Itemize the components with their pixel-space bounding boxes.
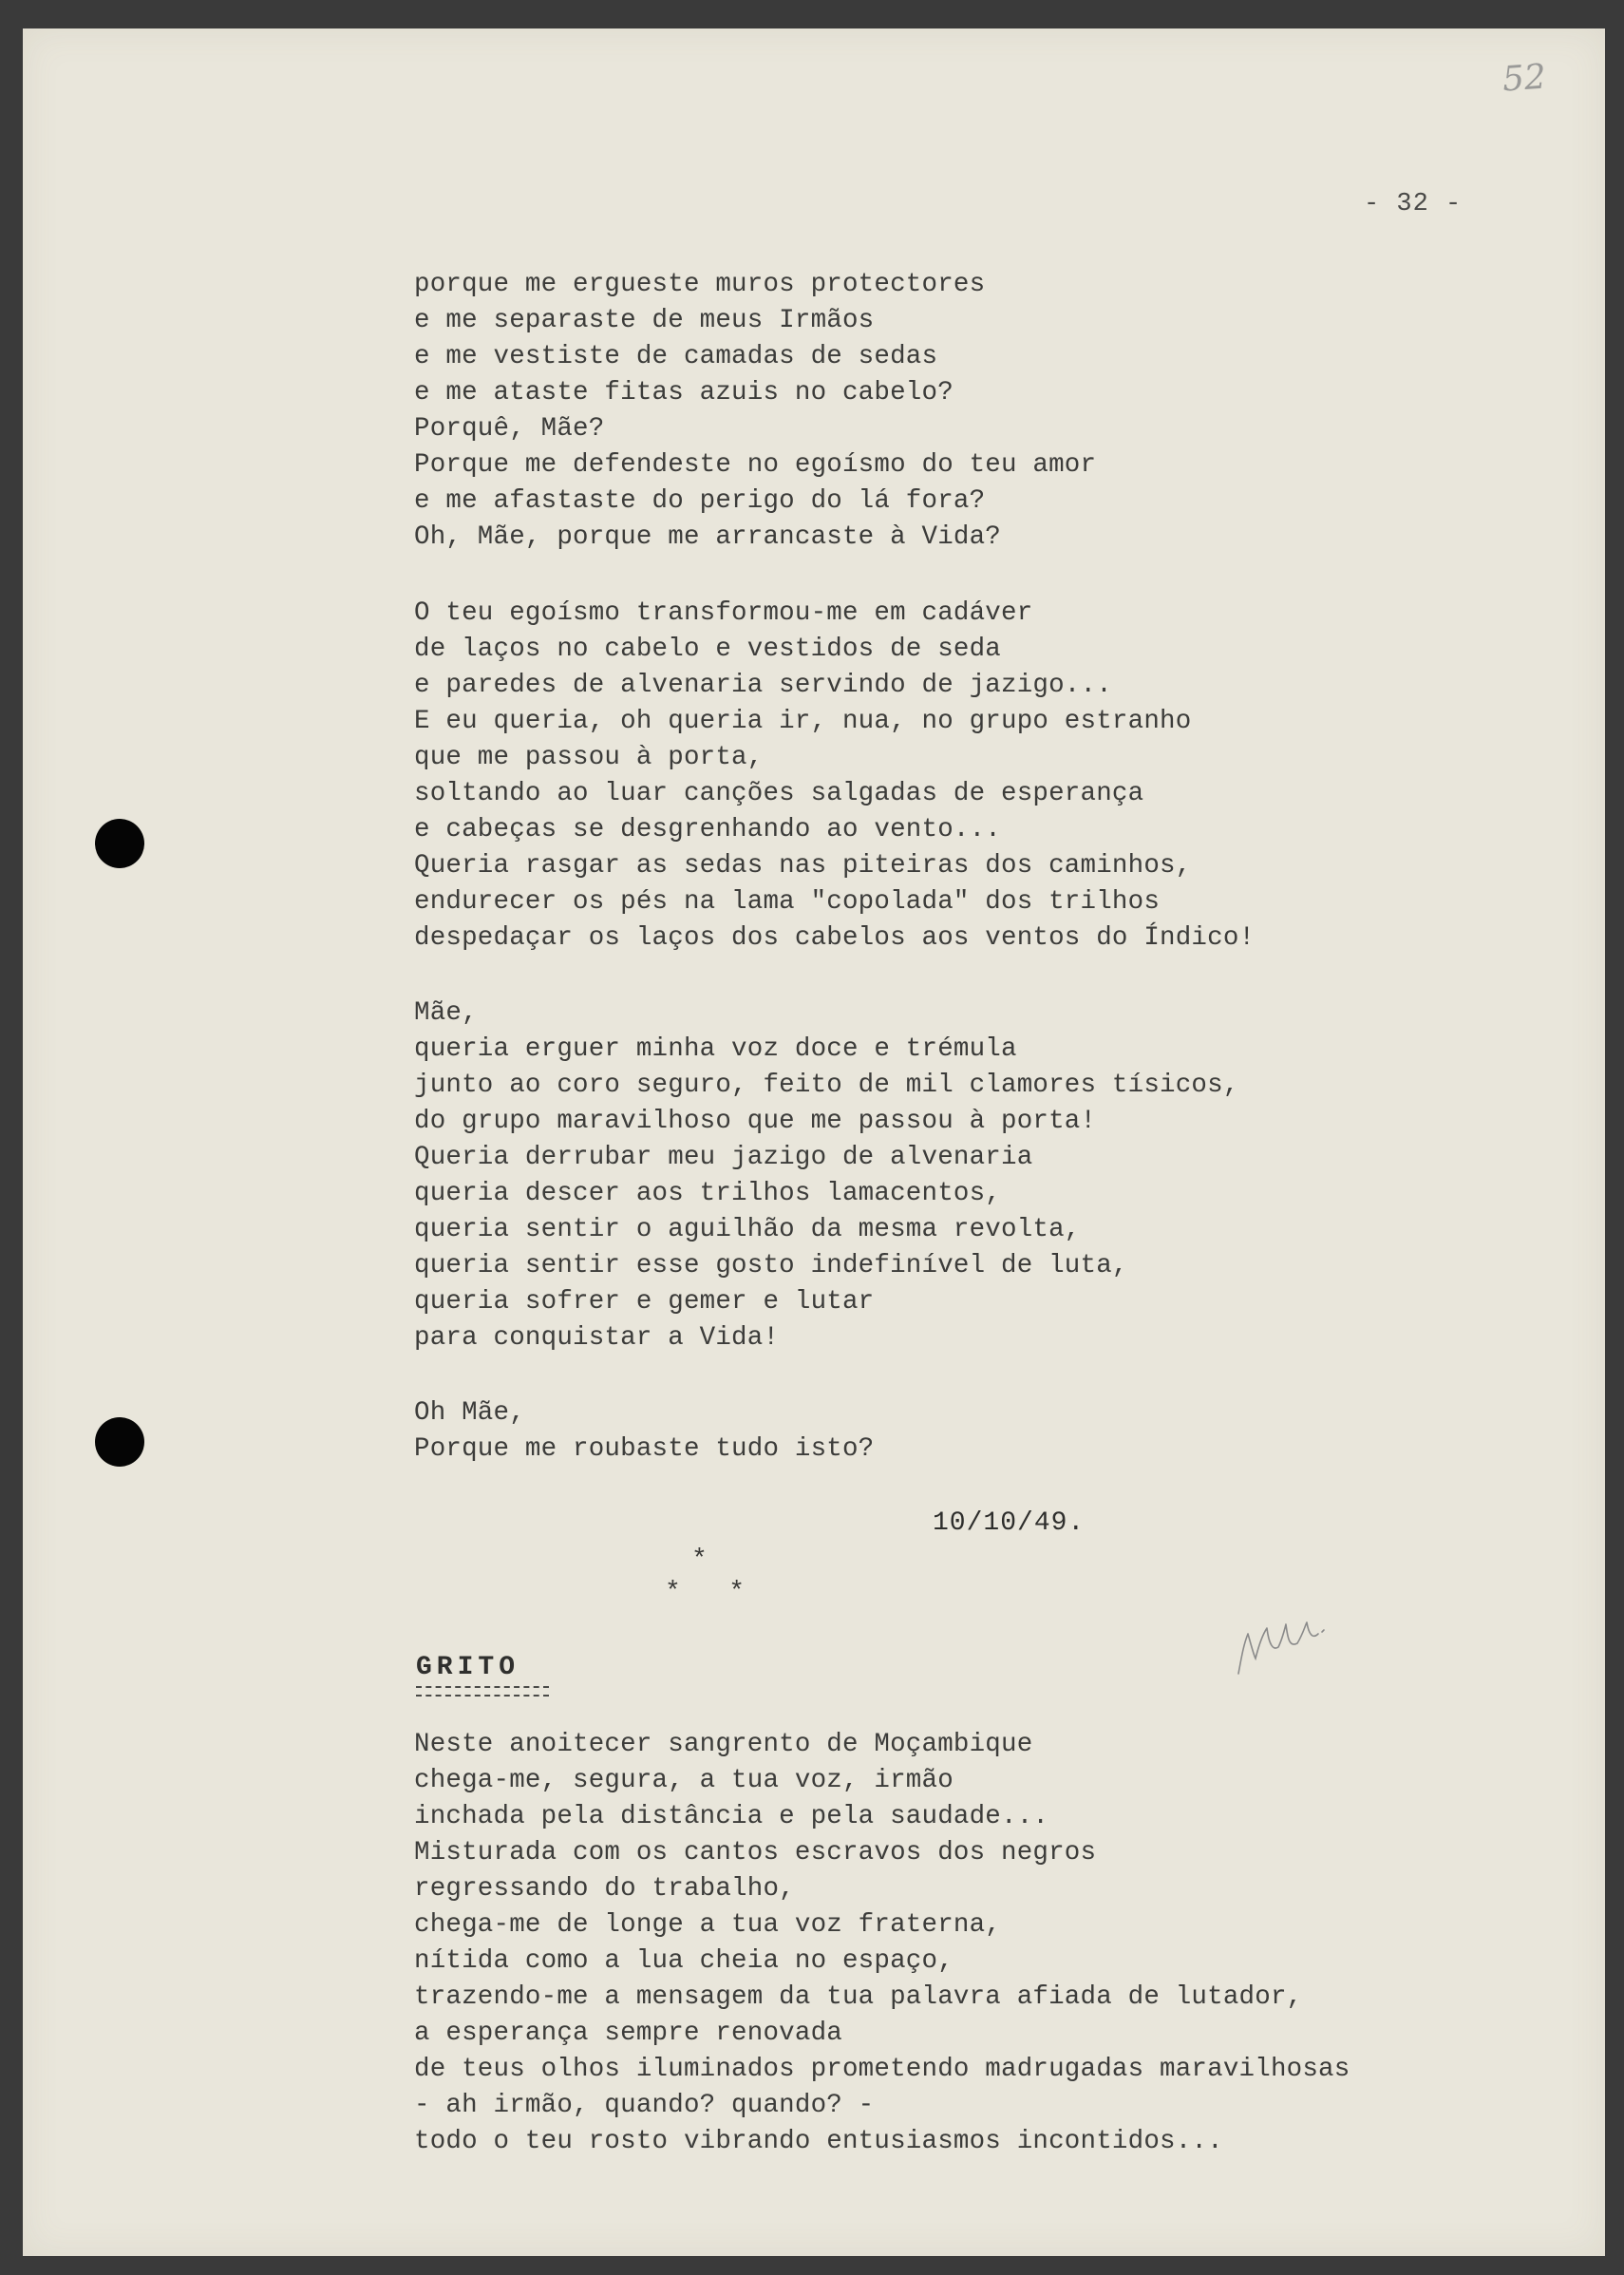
poem-line: queria descer aos trilhos lamacentos, [414, 1179, 1001, 1208]
title-double-underline [416, 1686, 549, 1697]
poem-line: queria sentir o aguilhão da mesma revolta, [414, 1215, 1081, 1244]
poem-line: queria sentir esse gosto indefinível de luta, [414, 1251, 1128, 1280]
poem-line: Misturada com os cantos escravos dos negros [414, 1838, 1097, 1867]
poem-line: O teu egoísmo transformou-me em cadáver [414, 598, 1033, 628]
poem-line: endurecer os pés na lama "copolada" dos trilhos [414, 887, 1161, 917]
poem-line: queria sofrer e gemer e lutar [414, 1287, 875, 1317]
poem-line: chega-me, segura, a tua voz, irmão [414, 1766, 954, 1795]
poem-line: e me ataste fitas azuis no cabelo? [414, 378, 954, 408]
poem-line: Oh Mãe, [414, 1398, 525, 1428]
poem-line: que me passou à porta, [414, 743, 764, 772]
poem-line: de teus olhos iluminados prometendo madrugadas maravilhosas [414, 2055, 1350, 2084]
poem-line: e me separaste de meus Irmãos [414, 306, 875, 335]
poem-line: Porque me defendeste no egoísmo do teu amor [414, 450, 1097, 480]
punch-hole-lower [95, 1417, 144, 1467]
poem-line: Porquê, Mãe? [414, 414, 605, 444]
stanza-4 [414, 1395, 874, 1468]
poem-line: Neste anoitecer sangrento de Moçambique [414, 1730, 1033, 1759]
poem-date: 10/10/49. [933, 1508, 1086, 1538]
poem-line: regressando do trabalho, [414, 1874, 795, 1904]
poem-line: e me vestiste de camadas de sedas [414, 342, 938, 371]
poem-line: e cabeças se desgrenhando ao vento... [414, 815, 1001, 844]
poem-line: Oh, Mãe, porque me arrancaste à Vida? [414, 522, 1001, 552]
poem-line: despedaçar os laços dos cabelos aos ventos do Índico! [414, 923, 1256, 953]
poem-line: - ah irmão, quando? quando? - [414, 2091, 875, 2120]
poem-line: e paredes de alvenaria servindo de jazigo... [414, 671, 1112, 700]
poem-line: E eu queria, oh queria ir, nua, no grupo estranho [414, 707, 1192, 736]
poem-line: a esperança sempre renovada [414, 2019, 842, 2048]
poem-line: Queria rasgar as sedas nas piteiras dos caminhos, [414, 851, 1192, 881]
poem-title: GRITO [416, 1653, 520, 1682]
poem-line: de laços no cabelo e vestidos de seda [414, 635, 1001, 664]
poem-line: todo o teu rosto vibrando entusiasmos incontidos... [414, 2127, 1223, 2156]
separator-top: * [691, 1545, 708, 1575]
poem-line: queria erguer minha voz doce e trémula [414, 1034, 1017, 1064]
poem-line: Queria derrubar meu jazigo de alvenaria [414, 1143, 1033, 1172]
poem-line: nítida como a lua cheia no espaço, [414, 1946, 954, 1976]
stanza-5 [414, 1727, 1350, 2160]
poem-line: soltando ao luar canções salgadas de esperança [414, 779, 1144, 808]
poem-line: Porque me roubaste tudo isto? [414, 1434, 875, 1464]
poem-line: junto ao coro seguro, feito de mil clamores tísicos, [414, 1071, 1239, 1100]
poem-line: porque me ergueste muros protectores [414, 270, 986, 299]
page-number: - 32 - [1364, 190, 1463, 218]
poem-line: inchada pela distância e pela saudade... [414, 1802, 1049, 1831]
section-separator [665, 1545, 771, 1609]
poem-line: e me afastaste do perigo do lá fora? [414, 486, 986, 516]
stanza-1 [414, 267, 1096, 556]
poem-line: Mãe, [414, 998, 478, 1028]
poem-line: trazendo-me a mensagem da tua palavra afiada de lutador, [414, 1982, 1303, 2012]
poem-line: para conquistar a Vida! [414, 1323, 780, 1353]
poem-line: chega-me de longe a tua voz fraterna, [414, 1910, 1001, 1940]
archive-folio-number: 52 [1501, 57, 1548, 100]
stanza-3 [414, 995, 1239, 1356]
handwritten-annotation [1231, 1605, 1354, 1681]
stanza-2 [414, 596, 1255, 957]
punch-hole-upper [95, 819, 144, 868]
poem-line: do grupo maravilhoso que me passou à porta! [414, 1107, 1097, 1136]
separator-bottom: * * [665, 1578, 746, 1607]
